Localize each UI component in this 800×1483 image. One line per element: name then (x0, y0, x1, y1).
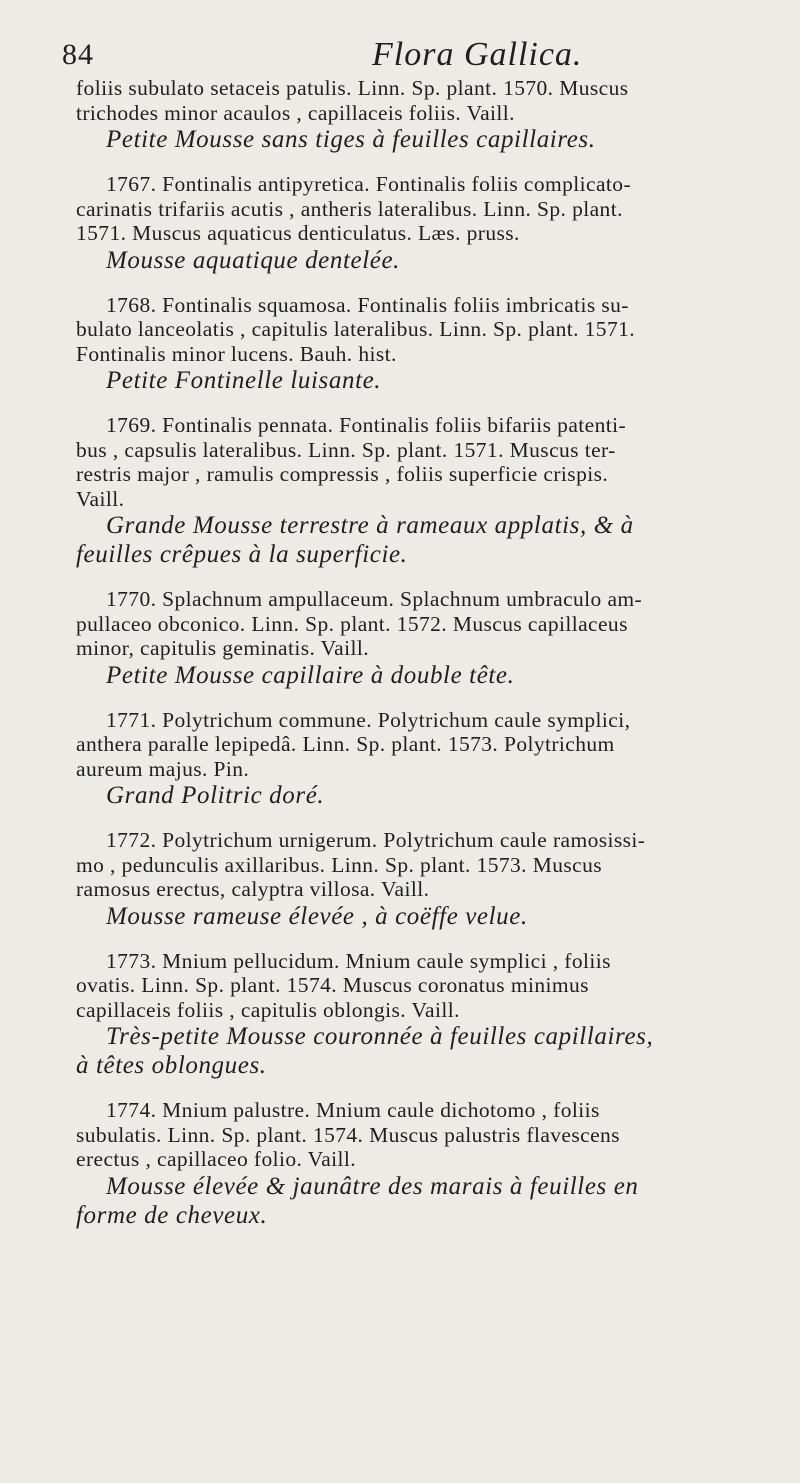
text-line: trichodes minor acaulos , capillaceis foliis. Vaill. (76, 100, 515, 125)
french-name-continued: feuilles crêpues à la superficie. (76, 541, 408, 568)
text-line: foliis subulato setaceis patulis. Linn. Sp. plant. 1570. Muscus (76, 76, 629, 100)
text-line: ovatis. Linn. Sp. plant. 1574. Muscus coronatus minimus (76, 973, 589, 997)
text-line: mo , pedunculis axillaribus. Linn. Sp. plant. 1573. Muscus (76, 852, 603, 877)
entry-1767 (76, 172, 788, 275)
text-line: Fontinalis minor lucens. Bauh. hist. (76, 341, 397, 366)
text-line: erectus , capillaceo folio. Vaill. (76, 1147, 357, 1171)
text-line: 1770. Splachnum ampullaceum. Splachnum umbraculo am- (106, 587, 643, 611)
text-line: 1767. Fontinalis antipyretica. Fontinalis foliis complicato- (106, 172, 631, 196)
text-line: Vaill. (76, 486, 125, 511)
entry-1772 (76, 828, 788, 931)
text-line: bus , capsulis lateralibus. Linn. Sp. plant. 1571. Muscus ter- (76, 437, 616, 462)
running-title: Flora Gallica. (372, 36, 583, 73)
french-name: Grand Politric doré. (106, 782, 325, 809)
text-line: bulato lanceolatis , capitulis lateralibus. Linn. Sp. plant. 1571. (76, 317, 636, 341)
text-line: pullaceo obconico. Linn. Sp. plant. 1572. Muscus capillaceus (76, 611, 628, 636)
text-line: 1768. Fontinalis squamosa. Fontinalis foliis imbricatis su- (106, 292, 629, 317)
text-line: 1571. Muscus aquaticus denticulatus. Læs. pruss. (76, 221, 520, 245)
french-name: Petite Mousse capillaire à double tête. (106, 661, 515, 689)
entry-1768 (76, 293, 788, 396)
text-line: 1774. Mnium palustre. Mnium caule dichotomo , foliis (106, 1098, 600, 1122)
french-name-continued: à têtes oblongues. (76, 1052, 267, 1079)
text-line: carinatis trifariis acutis , antheris lateralibus. Linn. Sp. plant. (76, 196, 623, 221)
french-name: Grande Mousse terrestre à rameaux applatis, & à (106, 512, 634, 539)
french-name: Mousse élevée & jaunâtre des marais à feuilles en (106, 1172, 639, 1200)
french-name: Petite Mousse sans tiges à feuilles capillaires. (106, 126, 596, 153)
french-name: Très-petite Mousse couronnée à feuilles capillaires, (106, 1023, 654, 1050)
french-name: Mousse rameuse élevée , à coëffe velue. (106, 902, 528, 930)
text-line: subulatis. Linn. Sp. plant. 1574. Muscus palustris flavescens (76, 1122, 620, 1147)
french-name: Petite Fontinelle luisante. (106, 367, 382, 394)
text-line: capillaceis foliis , capitulis oblongis. Vaill. (76, 997, 460, 1022)
text-line: 1773. Mnium pellucidum. Mnium caule symplici , foliis (106, 948, 611, 973)
text-line: minor, capitulis geminatis. Vaill. (76, 636, 370, 660)
entry-1770 (76, 587, 788, 690)
text-line: 1771. Polytrichum commune. Polytrichum caule symplici, (106, 707, 631, 732)
text-line: ramosus erectus, calyptra villosa. Vaill. (76, 877, 430, 901)
text-line: aureum majus. Pin. (76, 756, 250, 781)
continued-entry (76, 76, 788, 154)
text-line: 1772. Polytrichum urnigerum. Polytrichum caule ramosissi- (106, 828, 646, 852)
entry-1774 (76, 1098, 788, 1230)
entry-1771 (76, 708, 788, 811)
text-line: restris major , ramulis compressis , foliis superficie crispis. (76, 462, 609, 486)
page-number: 84 (62, 38, 94, 71)
page-body (76, 76, 788, 1230)
text-line: 1769. Fontinalis pennata. Fontinalis foliis bifariis patenti- (106, 413, 627, 437)
entry-1773 (76, 949, 788, 1081)
entry-1769 (76, 413, 788, 569)
french-name-continued: forme de cheveux. (76, 1201, 268, 1229)
text-line: anthera paralle lepipedâ. Linn. Sp. plant. 1573. Polytrichum (76, 732, 615, 756)
french-name: Mousse aquatique dentelée. (106, 246, 400, 274)
